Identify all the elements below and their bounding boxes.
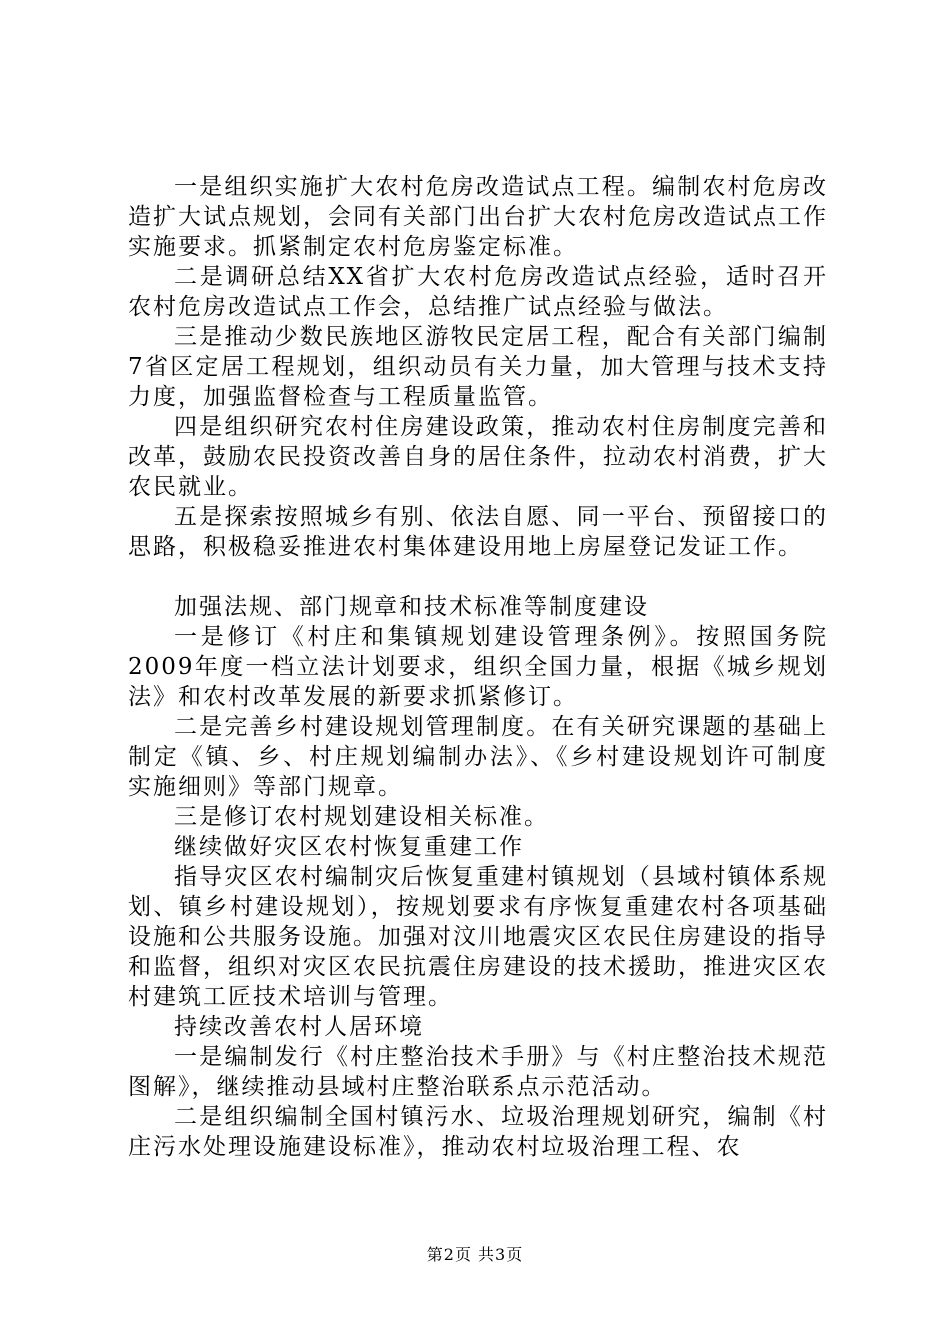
section-heading-reconstruction: 继续做好灾区农村恢复重建工作 — [174, 834, 524, 860]
paragraph-1-5: 五是探索按照城乡有别、依法自愿、同一平台、预留接口的思路，积极稳妥推进农村集体建设用地上房屋登记发证工作。 — [128, 504, 828, 560]
paragraph-1-1: 一是组织实施扩大农村危房改造试点工程。编制农村危房改造扩大试点规划，会同有关部门出台扩大农村危房改造试点工作实施要求。抓紧制定农村危房鉴定标准。 — [128, 174, 828, 260]
paragraph-2-2: 二是完善乡村建设规划管理制度。在有关研究课题的基础上制定《镇、乡、村庄规划编制办法》、《乡村建设规划许可制度实施细则》等部门规章。 — [128, 714, 828, 800]
section-heading-environment: 持续改善农村人居环境 — [174, 1014, 424, 1040]
paragraph-1-4: 四是组织研究农村住房建设政策，推动农村住房制度完善和改革，鼓励农民投资改善自身的居住条件，拉动农村消费，扩大农民就业。 — [128, 414, 828, 500]
paragraph-4-1: 一是编制发行《村庄整治技术手册》与《村庄整治技术规范图解》，继续推动县域村庄整治联系点示范活动。 — [128, 1044, 828, 1100]
page-number-footer: 第2页 共3页 — [426, 1245, 524, 1264]
paragraph-2-3: 三是修订农村规划建设相关标准。 — [174, 804, 549, 830]
paragraph-2-1: 一是修订《村庄和集镇规划建设管理条例》。按照国务院2009年度一档立法计划要求，组织全国力量，根据《城乡规划法》和农村改革发展的新要求抓紧修订。 — [128, 624, 828, 710]
paragraph-1-3: 三是推动少数民族地区游牧民定居工程，配合有关部门编制7省区定居工程规划，组织动员有关力量，加大管理与技术支持力度，加强监督检查与工程质量监管。 — [128, 324, 828, 410]
document-body — [128, 172, 828, 1162]
paragraph-1-2: 二是调研总结XX省扩大农村危房改造试点经验，适时召开农村危房改造试点工作会，总结推广试点经验与做法。 — [128, 264, 828, 320]
paragraph-3-1: 指导灾区农村编制灾后恢复重建村镇规划（县域村镇体系规划、镇乡村建设规划），按规划要求有序恢复重建农村各项基础设施和公共服务设施。加强对汶川地震灾区农民住房建设的指导和监督，组织对灾区农民抗震住房建设的技术援助，推进灾区农村建筑工匠技术培训与管理。 — [128, 864, 828, 1010]
section-heading-regulations: 加强法规、部门规章和技术标准等制度建设 — [174, 594, 649, 620]
paragraph-4-2: 二是组织编制全国村镇污水、垃圾治理规划研究，编制《村庄污水处理设施建设标准》，推动农村垃圾治理工程、农 — [128, 1104, 828, 1160]
section-gap — [128, 562, 828, 592]
